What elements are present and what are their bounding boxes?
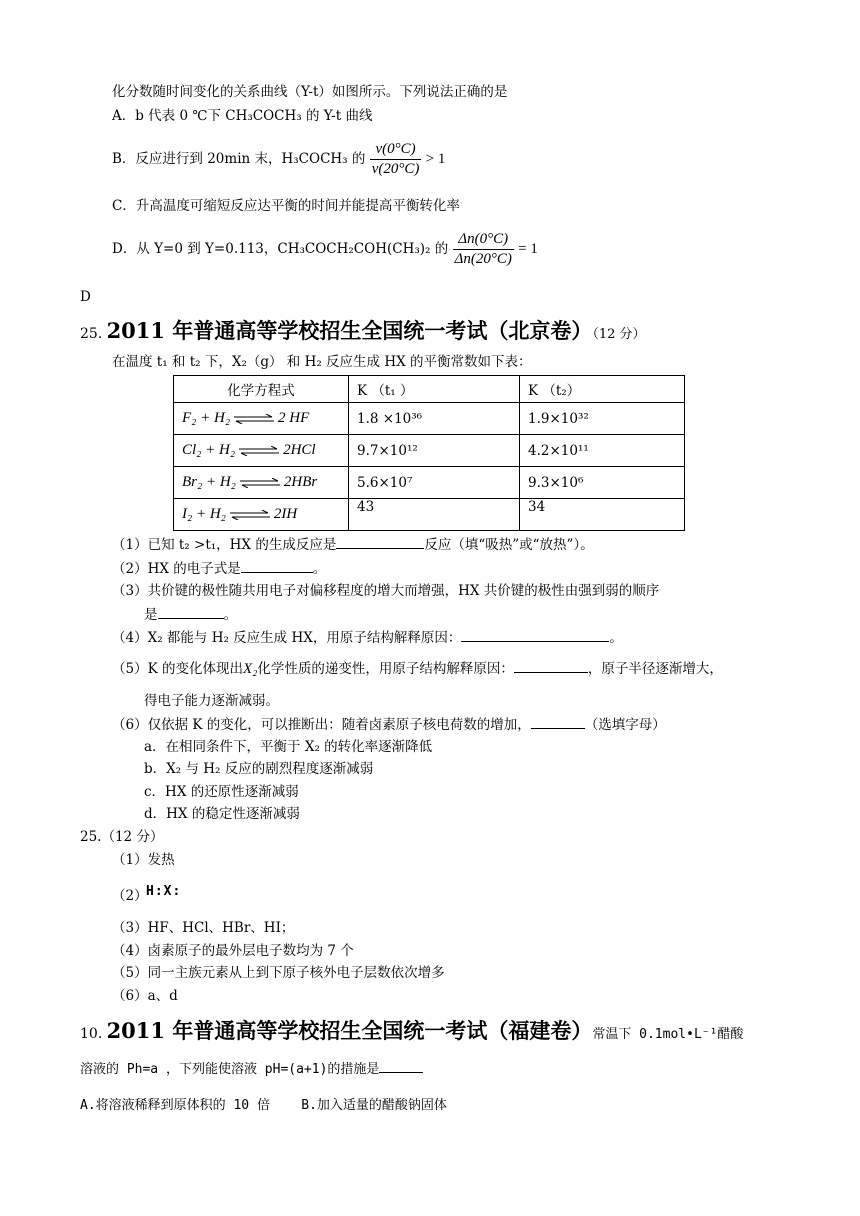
question-25-intro: 在温度 t₁ 和 t₂ 下，X₂（g） 和 H₂ 反应生成 HX 的平衡常数如下表： bbox=[112, 354, 532, 370]
table-header-cell: K （t₂） bbox=[520, 376, 685, 403]
answer-2: （2） bbox=[112, 888, 148, 904]
equilibrium-arrow-icon bbox=[239, 446, 279, 456]
answer-blank[interactable] bbox=[336, 536, 424, 549]
equation-cell: I₂ + H₂ 2IH bbox=[174, 499, 349, 531]
answer-3: （3）HF、HCl、HBr、HI； bbox=[112, 920, 295, 936]
answer-blank[interactable] bbox=[379, 1060, 423, 1073]
choice-b: b．X₂ 与 H₂ 反应的剧烈程度逐渐减弱 bbox=[144, 761, 374, 777]
k2-cell: 34 bbox=[520, 499, 685, 531]
k1-cell: 5.6×10⁷ bbox=[349, 467, 520, 499]
option-b-text: B．反应进行到 20min 末，H₃COCH₃ 的 bbox=[112, 150, 366, 167]
table-row bbox=[174, 435, 685, 467]
part-6: （6）仅依据 K 的变化，可以推断出：随着卤素原子核电荷数的增加， （选填字母） bbox=[112, 717, 666, 733]
table-header-cell: 化学方程式 bbox=[174, 376, 349, 403]
question-stem-line: 化分数随时间变化的关系曲线（Y-t）如图所示。下列说法正确的是 bbox=[112, 84, 508, 100]
option-b-compare: > 1 bbox=[425, 150, 446, 167]
part-5: （5）K 的变化体现出X₂化学性质的递变性，用原子结构解释原因： ，原子半径逐渐增大， bbox=[112, 661, 723, 677]
question-score: （12 分） bbox=[592, 327, 646, 342]
table-row bbox=[174, 467, 685, 499]
answer-letter: D bbox=[80, 289, 91, 305]
answer-blank[interactable] bbox=[158, 606, 224, 619]
equilibrium-constant-table bbox=[173, 375, 685, 531]
part-2: （2）HX 的电子式是 。 bbox=[112, 561, 327, 577]
fraction-denominator: Δn(20°C) bbox=[454, 250, 512, 267]
question-10-options bbox=[80, 1098, 447, 1114]
answer-blank[interactable] bbox=[461, 629, 609, 642]
answer-6: （6）a、d bbox=[112, 988, 178, 1004]
equation-cell: Br₂ + H₂ 2HBr bbox=[174, 467, 349, 499]
fraction-denominator: v(20°C) bbox=[371, 160, 420, 177]
answer-blank[interactable] bbox=[531, 716, 585, 729]
equilibrium-arrow-icon bbox=[230, 510, 270, 520]
option-b: B.加入适量的醋酸钠固体 bbox=[301, 1098, 447, 1113]
option-a: A．b 代表 0 ℃下 CH₃COCH₃ 的 Y-t 曲线 bbox=[112, 108, 373, 124]
option-d bbox=[112, 230, 538, 269]
equilibrium-arrow-icon bbox=[240, 478, 280, 488]
option-d-fraction bbox=[453, 230, 514, 269]
part-3-cont: 是 。 bbox=[144, 607, 237, 623]
answer-1: （1）发热 bbox=[112, 852, 175, 868]
k1-cell: 1.8 ×10³⁶ bbox=[349, 403, 520, 435]
question-number: 10. bbox=[80, 1026, 103, 1042]
question-10-text: 常温下 0.1mol•L⁻¹醋酸 bbox=[592, 1027, 744, 1042]
fraction-numerator: Δn(0°C) bbox=[458, 231, 509, 247]
table-row bbox=[174, 499, 685, 531]
k2-cell: 4.2×10¹¹ bbox=[520, 435, 685, 467]
part-3: （3）共价键的极性随共用电子对偏移程度的增大而增强，HX 共价键的极性由强到弱的顺序 bbox=[112, 583, 660, 599]
k1-cell: 43 bbox=[349, 499, 520, 531]
table-header-cell: K （t₁ ） bbox=[349, 376, 520, 403]
part-1: （1）已知 t₂ >t₁，HX 的生成反应是 反应（填“吸热”或“放热”）。 bbox=[112, 537, 594, 553]
choice-a: a．在相同条件下，平衡于 X₂ 的转化率逐渐降低 bbox=[144, 739, 433, 755]
option-a: A.将溶液稀释到原体积的 10 倍 bbox=[80, 1098, 270, 1113]
table-header-row bbox=[174, 376, 685, 403]
k1-cell: 9.7×10¹² bbox=[349, 435, 520, 467]
fraction-numerator: v(0°C) bbox=[375, 141, 416, 157]
answer-4: （4）卤素原子的最外层电子数均为 7 个 bbox=[112, 943, 354, 959]
answer-heading: 25.（12 分） bbox=[80, 829, 164, 845]
equation-cell: Cl₂ + H₂ 2HCl bbox=[174, 435, 349, 467]
question-10-line2: 溶液的 Ph=a ，下列能使溶液 pH=(a+1)的措施是 bbox=[80, 1060, 423, 1078]
question-25-heading bbox=[80, 318, 646, 344]
part-5-cont: 得电子能力逐渐减弱。 bbox=[144, 693, 279, 709]
choice-c: c．HX 的还原性逐渐减弱 bbox=[144, 784, 299, 800]
option-d-compare: = 1 bbox=[518, 240, 538, 257]
answer-blank[interactable] bbox=[514, 660, 588, 673]
exam-title: 2011 年普通高等学校招生全国统一考试（福建卷） bbox=[106, 1018, 593, 1043]
answer-blank[interactable] bbox=[241, 560, 313, 573]
answer-5: （5）同一主族元素从上到下原子核外电子层数依次增多 bbox=[112, 965, 445, 981]
choice-d: d．HX 的稳定性逐渐减弱 bbox=[144, 806, 300, 822]
equilibrium-arrow-icon bbox=[234, 414, 274, 424]
option-b-fraction bbox=[370, 140, 422, 179]
k2-cell: 1.9×10³² bbox=[520, 403, 685, 435]
table-row bbox=[174, 403, 685, 435]
electron-formula-image: H:X: bbox=[146, 884, 182, 899]
equation-cell: F₂ + H₂ 2 HF bbox=[174, 403, 349, 435]
question-number: 25. bbox=[80, 326, 103, 342]
exam-title: 2011 年普通高等学校招生全国统一考试（北京卷） bbox=[106, 318, 593, 343]
option-d-text: D．从 Y=0 到 Y=0.113，CH₃COCH₂COH(CH₃)₂ 的 bbox=[112, 240, 449, 257]
k2-cell: 9.3×10⁶ bbox=[520, 467, 685, 499]
option-c: C．升高温度可缩短反应达平衡的时间并能提高平衡转化率 bbox=[112, 198, 460, 214]
question-10-heading bbox=[80, 1018, 743, 1044]
part-4: （4）X₂ 都能与 H₂ 反应生成 HX，用原子结构解释原因： 。 bbox=[112, 630, 623, 646]
option-b bbox=[112, 140, 445, 179]
